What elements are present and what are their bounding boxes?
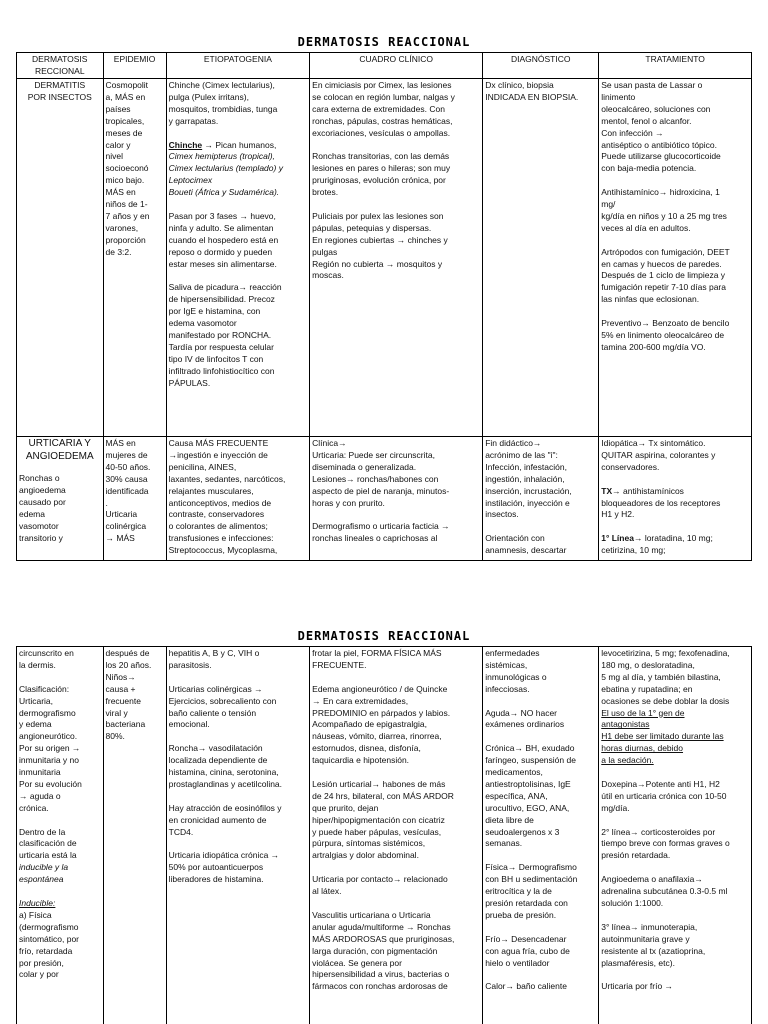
paragraph: Saliva de picadura→ reacción de hipersensibilidad. Precoz por IgE e histamina, con edema vasomotor manifestado por RONCHA. Tardía por respuesta celular tipo IV de linfocitos T con infiltrado linfohistiocítico con PÁPULAS. bbox=[168, 282, 282, 388]
paragraph: Lesión urticarial→ habones de más de 24 hrs, bilateral, con MÁS ARDOR que prurito, dejan hiper/hipopigmentación con cicatriz y puede haber pápulas, vesículas, púrpura, síntomas sistémicos, artralgias y dolor abdominal. bbox=[312, 778, 454, 861]
paragraph-text: Dentro de la clasificación de urticaria está la bbox=[19, 826, 77, 861]
paragraph: Aguda→ NO hacer exámenes ordinarios bbox=[485, 707, 565, 730]
table-row bbox=[17, 437, 752, 561]
dermatosis-table-1 bbox=[16, 52, 752, 561]
cell-etiopatogenia bbox=[166, 437, 310, 561]
paragraph: Puliciais por pulex las lesiones son pápulas, petequias y dispersas. En regiones cubiertas → chinches y pulgas Región no cubierta → mosquitos y moscas. bbox=[312, 210, 448, 281]
italic-text: inducible y la espontánea bbox=[19, 862, 69, 885]
paragraph-text: → loratadina, 10 mg; cetirizina, 10 mg; bbox=[601, 533, 713, 556]
italic-text: Cimex hemipterus (tropical), Cimex lectularius (templado) y Leptocimex Boueti (África y Sudamérica). bbox=[168, 151, 283, 198]
paragraph bbox=[19, 827, 101, 887]
header-tratamiento: TRATAMIENTO bbox=[599, 53, 752, 79]
cell-epidemio bbox=[103, 647, 166, 1024]
cell-text: Ronchas o angioedema causado por edema vasomotor transitorio y bbox=[19, 473, 66, 543]
paragraph: Idiopática→ Tx sintomático. QUITAR aspirina, colorantes y conservadores. bbox=[601, 438, 716, 472]
paragraph: Antihistamínico→ hidroxicina, 1 mg/ kg/día en niños y 10 a 25 mg tres veces al día en adultos. bbox=[601, 187, 727, 233]
paragraph: Edema angioneurótico / de Quincke → En cara extremidades, PREDOMINIO en párpados y labios. Acompañado de epigastralgia, náuseas, vómito, diarrea, rinorrea, estornudos, disnea, disfonía, taquicardia e hipotensión. bbox=[312, 683, 451, 766]
paragraph-text: → Pican humanos, bbox=[202, 139, 277, 150]
underlined-text: H1 debe ser limitado durante las horas diurnas, debido a la sedación. bbox=[601, 731, 724, 766]
header-row bbox=[17, 53, 752, 79]
emphasis-text: Chinche bbox=[168, 139, 203, 150]
paragraph bbox=[19, 898, 101, 981]
paragraph: Física→ Dermografismo con BH u sedimentación eritrocítica y la de presión retardada con prueba de presión. bbox=[485, 862, 578, 920]
paragraph-text: a) Física (dermografismo sintomático, por frío, retardada por presión, colar y por bbox=[19, 909, 79, 980]
cell-cuadro-clinico bbox=[310, 437, 483, 561]
paragraph: Urticaria por frío → bbox=[601, 981, 674, 992]
cell-text: Causa MÁS FRECUENTE →ingestión e inyección de penicilina, AINES, laxantes, sedantes, narcóticos, relajantes musculares, anticonceptivos, medios de contraste, conservadores o colorantes de alimentos; transfusiones e infecciones: Streptococcus, Mycoplasma, bbox=[168, 438, 286, 556]
cell-dermatosis bbox=[17, 437, 104, 561]
cell-epidemio bbox=[103, 79, 166, 437]
cell-diagnostico bbox=[483, 647, 599, 1024]
bold-text: 1° Línea bbox=[601, 533, 634, 544]
paragraph: Roncha→ vasodilatación localizada dependiente de histamina, cinina, serotonina, prostaglandinas y acetilcolina. bbox=[168, 743, 283, 789]
cell-text: MÁS en mujeres de 40-50 años. 30% causa identificada . Urticaria colinérgica → MÁS bbox=[105, 438, 151, 544]
paragraph: Ronchas transitorias, con las demás lesiones en pares o hileras; son muy pruriginosas, evolución crónica, por brotes. bbox=[312, 151, 451, 198]
paragraph: Urticarias colinérgicas → Ejercicios, sobrecaliento con baño caliente o tensión emocional. bbox=[168, 683, 277, 730]
paragraph: Urticaria idiopática crónica → 50% por autoanticuerpos liberadores de histamina. bbox=[168, 850, 280, 885]
paragraph-text: → antihistamínicos bloqueadores de los receptores H1 y H2. bbox=[601, 485, 721, 520]
paragraph: enfermedades sistémicas, inmunológicas o infecciosas. bbox=[485, 648, 547, 694]
cell-text: Cosmopolit a, MÁS en países tropicales, meses de calor y nivel socioeconó mico bajo. MÁS en niños de 1- 7 años y en varones, proporción de 3:2. bbox=[105, 80, 150, 257]
cell-tratamiento bbox=[599, 437, 752, 561]
cell-etiopatogenia bbox=[166, 79, 310, 437]
paragraph: Clasificación: Urticaria, dermografismo y edema angioneurótico. Por su origen → inmunitaria y no inmunitaria Por su evolución → aguda o crónica. bbox=[19, 683, 82, 813]
paragraph: Doxepina→Potente anti H1, H2 útil en urticaria crónica con 10-50 mg/día. bbox=[601, 778, 727, 813]
paragraph bbox=[169, 140, 308, 200]
paragraph: Fin didáctico→ acrónimo de las "i": Infección, infestación, ingestión, inhalación, inserción, incrustación, instilación, inyección e insectos. bbox=[485, 438, 572, 520]
cell-text: Dx clínico, biopsia INDICADA EN BIOPSIA. bbox=[485, 80, 579, 102]
paragraph: Pasan por 3 fases → huevo, ninfa y adulto. Se alimentan cuando el hospedero está en reposo o dormido y pueden estar meses sin alimentarse. bbox=[168, 210, 279, 269]
paragraph: En cimiciasis por Cimex, las lesiones se colocan en región lumbar, nalgas y cara externa de extremidades. Con ronchas, pápulas, costras hemáticas, excoriaciones, vesículas o ampollas. bbox=[312, 80, 455, 138]
cell-etiopatogenia bbox=[166, 647, 310, 1024]
table-row bbox=[17, 79, 752, 437]
page-2 bbox=[0, 622, 768, 1024]
paragraph: Chinche (Cimex lectularius), pulga (Pulex irritans), mosquitos, trombidias, tunga y garrapatas. bbox=[168, 80, 278, 126]
cell-text: después de los 20 años. Niños→ causa + frecuente viral y bacteriana 80%. bbox=[105, 648, 152, 742]
paragraph: Crónica→ BH, exudado faríngeo, suspensión de medicamentos, antiestroptolisinas, IgE específica, ANA, urocultivo, EGO, ANA, dieta libre de seudoalergenos x 3 semanas. bbox=[485, 743, 576, 849]
paragraph: Orientación con anamnesis, descartar bbox=[485, 533, 567, 556]
cell-epidemio bbox=[103, 437, 166, 561]
cell-diagnostico bbox=[483, 79, 599, 437]
paragraph bbox=[601, 486, 749, 522]
cell-tratamiento bbox=[599, 79, 752, 437]
paragraph: hepatitis A, B y C, VIH o parasitosis. bbox=[168, 648, 260, 670]
paragraph: Artrópodos con fumigación, DEET en camas y huecos de paredes. Después de 1 ciclo de limpieza y fumigación repetir 7-10 días para las ninfas que eclosionan. bbox=[601, 246, 730, 305]
bold-text: TX bbox=[601, 485, 613, 496]
paragraph: Calor→ baño caliente bbox=[485, 981, 567, 992]
paragraph bbox=[601, 648, 749, 767]
cell-cuadro-clinico bbox=[310, 79, 483, 437]
cell-tratamiento bbox=[599, 647, 752, 1024]
cell-diagnostico bbox=[483, 437, 599, 561]
header-cuadro-clinico: CUADRO CLÍNICO bbox=[310, 53, 483, 79]
header-diagnostico: DIAGNÓSTICO bbox=[483, 53, 599, 79]
cell-cuadro-clinico bbox=[310, 647, 483, 1024]
cell-dermatosis bbox=[17, 79, 104, 437]
paragraph-text: levocetirizina, 5 mg; fexofenadina, 180 mg, o desloratadina, 5 mg al día, y también bilastina, ebatina y rupatadina; en ocasiones se debe doblar la dosis bbox=[601, 648, 730, 706]
paragraph: frotar la piel, FORMA FÍSICA MÁS FRECUENTE. bbox=[312, 648, 442, 670]
page-title: DERMATOSIS REACCIONAL bbox=[297, 35, 471, 49]
paragraph: Urticaria por contacto→ relacionado al látex. bbox=[312, 874, 448, 897]
header-dermatosis: DERMATOSIS RECCIONAL bbox=[17, 53, 104, 79]
paragraph: 2° línea→ corticosteroides por tiempo breve con formas graves o presión retardada. bbox=[601, 826, 730, 861]
table-row bbox=[17, 647, 752, 1024]
paragraph: Hay atracción de eosinófilos y en cronicidad aumento de TCD4. bbox=[168, 802, 282, 837]
paragraph: Vasculitis urticariana o Urticaria anular aguda/multiforme → Ronchas MÁS ARDOROSAS que pruriginosas, larga duración, con pigmentación violáceа. Se genera por hipersensibilidad a virus, bacterias o fármacos con ronchas ardorosas de bbox=[312, 909, 455, 992]
paragraph: circunscrito en la dermis. bbox=[19, 648, 74, 670]
paragraph bbox=[601, 533, 749, 557]
header-etiopatogenia: ETIOPATOGENIA bbox=[166, 53, 310, 79]
paragraph: Se usan pasta de Lassar o linimento oleocalcáreo, soluciones con mentol, fenol o alcanfor. Con infección → antiséptico o antibiótico tópico. Puede utilizarse glucocorticoide con baja-media potencia. bbox=[601, 80, 721, 174]
subheading-text: Inducible: bbox=[19, 897, 56, 908]
paragraph: Clínica→ Urticaria: Puede ser circunscrita, diseminada o generalizada. Lesiones→ ronchas/habones con aspecto de piel de naranja, minutos- horas y con prurito. bbox=[312, 438, 450, 508]
paragraph: Dermografismo o urticaria facticia → ronchas lineales o caprichosas al bbox=[312, 521, 450, 544]
row-title: URTICARIA Y ANGIOEDEMA bbox=[25, 438, 94, 462]
cell-text: DERMATITIS POR INSECTOS bbox=[27, 80, 92, 102]
paragraph: Angioedema o anafilaxia→ adrenalina subcutánea 0.3-0.5 ml solución 1:1000. bbox=[601, 874, 728, 908]
page-title: DERMATOSIS REACCIONAL bbox=[297, 629, 471, 643]
dermatosis-table-2 bbox=[16, 646, 752, 1024]
paragraph: Preventivo→ Benzoato de bencilo 5% en linimento oleocalcáreo de tamina 200-600 mg/día VO. bbox=[601, 318, 730, 352]
cell-dermatosis bbox=[17, 647, 104, 1024]
header-epidemio: EPIDEMIO bbox=[103, 53, 166, 79]
paragraph: Frío→ Desencadenar con agua fría, cubo de hielo o ventilador bbox=[485, 933, 570, 968]
paragraph: 3° línea→ inmunoterapia, autoinmunitaria grave y resistente al tx (azatioprina, plasmaféresis, etc). bbox=[601, 921, 706, 968]
underlined-text: El uso de la 1° gen de antagonistas bbox=[601, 707, 685, 730]
